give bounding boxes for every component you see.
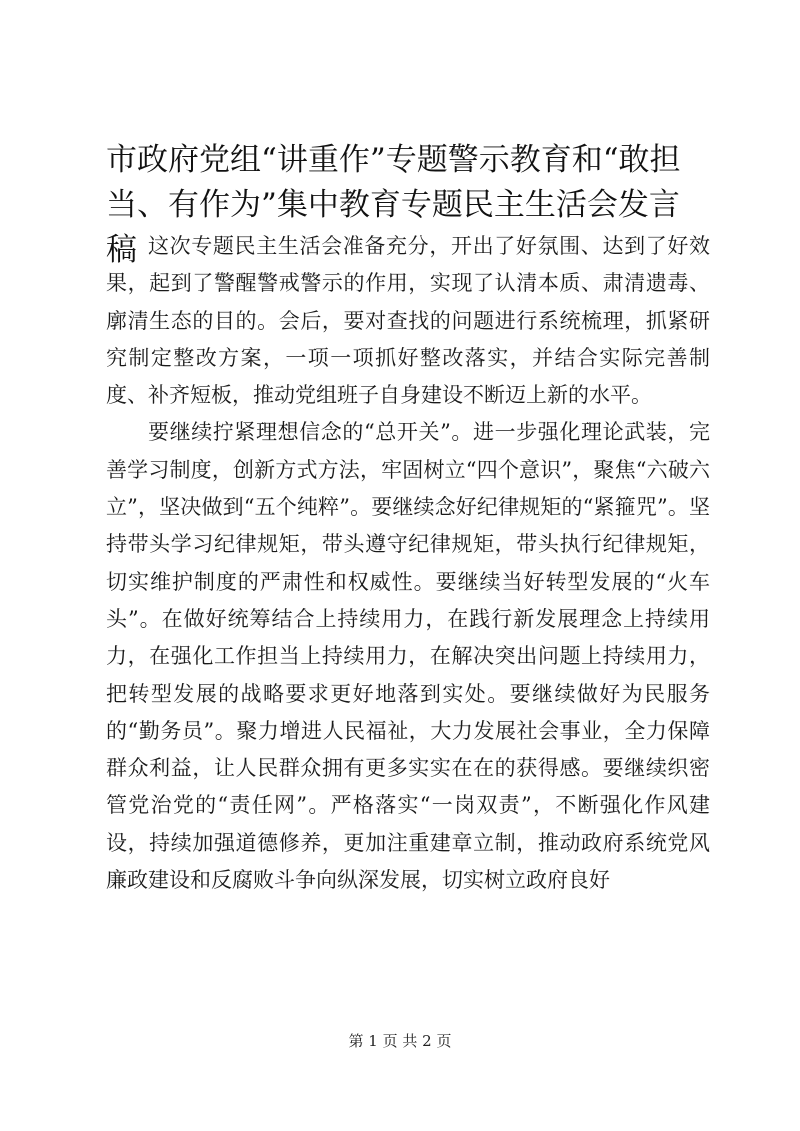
document-title: 市政府党组“讲重作”专题警示教育和“敢担当、有作为”集中教育专题民主生活会发言稿 xyxy=(106,142,681,268)
document-body xyxy=(106,228,710,899)
page-number-footer: 第 1 页 共 2 页 xyxy=(348,1032,452,1050)
body-paragraph-2: 要继续拧紧理想信念的“总开关”。进一步强化理论武装，完善学习制度，创新方式方法，牢固树立“四个意识”，聚焦“六破六立”，坚决做到“五个纯粹”。要继续念好纪律规矩的“紧箍咒”。坚持带头学习纪律规矩，带头遵守纪律规矩，带头执行纪律规矩，切实维护制度的严肃性和权威性。要继续当好转型发展的“火车头”。在做好统筹结合上持续用力，在践行新发展理念上持续用力，在强化工作担当上持续用力，在解决突出问题上持续用力，把转型发展的战略要求更好地落到实处。要继续做好为民服务的“勤务员”。聚力增进人民福祉，大力发展社会事业，全力保障群众利益，让人民群众拥有更多实实在在的获得感。要继续织密管党治党的“责任网”。严格落实“一岗双责”，不断强化作风建设，持续加强道德修养，更加注重建章立制，推动政府系统党风廉政建设和反腐败斗争向纵深发展，切实树立政府良好 xyxy=(106,420,710,893)
body-paragraph-1: 这次专题民主生活会准备充分，开出了好氛围、达到了好效果，起到了警醒警戒警示的作用，实现了认清本质、肃清遗毒、廓清生态的目的。会后，要对查找的问题进行系统梳理，抓紧研究制定整改方案，一项一项抓好整改落实，并结合实际完善制度、补齐短板，推动党组班子自身建设不断迈上新的水平。 xyxy=(106,234,710,408)
